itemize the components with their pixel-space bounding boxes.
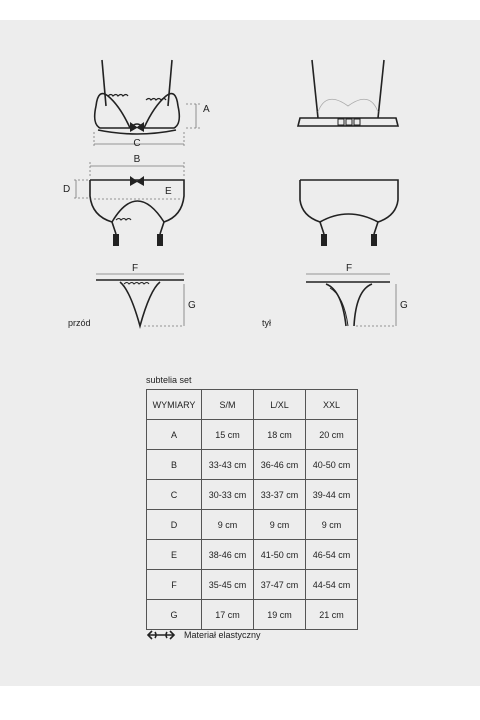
table-cell: 38-46 cm bbox=[202, 540, 254, 570]
dimension-d-guide bbox=[74, 180, 88, 198]
back-view-label: tył bbox=[262, 318, 271, 328]
table-cell: 15 cm bbox=[202, 420, 254, 450]
garter-belt-back-drawing bbox=[300, 180, 398, 234]
bra-back-cup-outline bbox=[318, 99, 378, 112]
table-cell: 41-50 cm bbox=[254, 540, 306, 570]
legend bbox=[146, 630, 261, 640]
table-row-header-cell: G bbox=[147, 600, 202, 630]
thong-back-drawing bbox=[306, 282, 390, 326]
table-cell: 37-47 cm bbox=[254, 570, 306, 600]
back-garter-clips bbox=[321, 234, 377, 246]
table-cell: 36-46 cm bbox=[254, 450, 306, 480]
bra-hook-clasp-icon bbox=[338, 119, 360, 125]
table-cell: 9 cm bbox=[202, 510, 254, 540]
table-cell: 35-45 cm bbox=[202, 570, 254, 600]
table-cell: 20 cm bbox=[306, 420, 358, 450]
table-row-header-cell: B bbox=[147, 450, 202, 480]
table-cell: 39-44 cm bbox=[306, 480, 358, 510]
size-table bbox=[146, 389, 358, 630]
dimension-g-back-guide bbox=[356, 284, 396, 326]
table-cell: 21 cm bbox=[306, 600, 358, 630]
dimension-f-back-label: F bbox=[345, 263, 353, 274]
table-row bbox=[147, 510, 358, 540]
table-cell: 17 cm bbox=[202, 600, 254, 630]
table-title: subtelia set bbox=[146, 375, 192, 385]
product-sheet bbox=[0, 20, 480, 686]
front-garter-clips bbox=[113, 234, 163, 246]
table-cell: XXL bbox=[306, 390, 358, 420]
table-row-header-cell: D bbox=[147, 510, 202, 540]
table-header-row bbox=[147, 390, 358, 420]
table-row bbox=[147, 600, 358, 630]
bra-back-drawing bbox=[298, 60, 398, 126]
table-cell: L/XL bbox=[254, 390, 306, 420]
dimension-b-label: B bbox=[133, 154, 141, 165]
table-cell: 44-54 cm bbox=[306, 570, 358, 600]
dimension-f-front-label: F bbox=[131, 263, 139, 274]
table-row bbox=[147, 420, 358, 450]
legend-text: Materiał elastyczny bbox=[184, 630, 261, 640]
table-cell: 9 cm bbox=[306, 510, 358, 540]
dimension-a-label: A bbox=[203, 104, 210, 115]
dimension-d-label: D bbox=[63, 184, 71, 195]
table-row-header-cell: F bbox=[147, 570, 202, 600]
dimension-c-label: C bbox=[133, 138, 141, 149]
front-view-label: przód bbox=[68, 318, 91, 328]
table-row-header-cell: C bbox=[147, 480, 202, 510]
dimension-a-guide bbox=[186, 104, 200, 128]
dimension-e-label: E bbox=[165, 186, 172, 197]
table-cell: 40-50 cm bbox=[306, 450, 358, 480]
table-row bbox=[147, 570, 358, 600]
dimension-g-front-label: G bbox=[188, 300, 196, 311]
belt-bow-icon bbox=[130, 176, 144, 186]
table-row-header-cell: WYMIARY bbox=[147, 390, 202, 420]
table-cell: 19 cm bbox=[254, 600, 306, 630]
table-cell: S/M bbox=[202, 390, 254, 420]
table-cell: 33-43 cm bbox=[202, 450, 254, 480]
table-row-header-cell: E bbox=[147, 540, 202, 570]
table-cell: 46-54 cm bbox=[306, 540, 358, 570]
thong-front-drawing bbox=[96, 280, 184, 326]
bra-front-drawing bbox=[95, 60, 180, 134]
dimension-g-front-guide bbox=[144, 284, 184, 326]
table-cell: 33-37 cm bbox=[254, 480, 306, 510]
elastic-arrow-icon bbox=[146, 630, 176, 640]
table-cell: 30-33 cm bbox=[202, 480, 254, 510]
table-cell: 9 cm bbox=[254, 510, 306, 540]
table-row-header-cell: A bbox=[147, 420, 202, 450]
table-row bbox=[147, 480, 358, 510]
table-cell: 18 cm bbox=[254, 420, 306, 450]
table-row bbox=[147, 540, 358, 570]
table-row bbox=[147, 450, 358, 480]
dimension-g-back-label: G bbox=[400, 300, 408, 311]
